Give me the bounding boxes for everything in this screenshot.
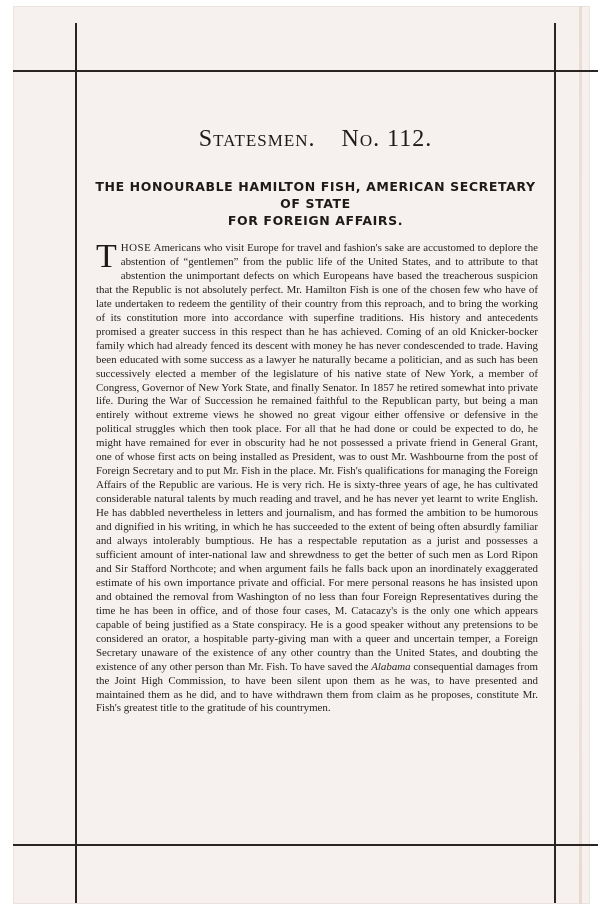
right-border-rule: [554, 23, 556, 903]
article-title-line-1: THE HONOURABLE HAMILTON FISH, AMERICAN SECRETARY OF STATE: [95, 179, 536, 211]
bottom-border-rule: [13, 844, 598, 846]
top-border-rule: [13, 70, 598, 72]
article-text-part-2: consequential damages from the Joint High Commission, to have been silent upon them as he was, to have presented and maintained them as he did, and to have withdrawn them from claim as he proposes, constitute Mr. Fish's greatest title to the gratitude of his countrymen.: [96, 660, 538, 715]
series-title: Statesmen.: [198, 126, 316, 152]
drop-cap: T: [96, 238, 117, 275]
page-sheet: [13, 6, 590, 904]
article-paragraph: [96, 238, 538, 716]
article-body: [96, 238, 538, 716]
left-border-rule: [75, 23, 77, 903]
italic-ship-name: Alabama: [371, 660, 411, 673]
opening-word: HOSE: [120, 242, 152, 254]
article-text-part-1: Americans who visit Europe for travel and fashion's sake are accustomed to deplore the abstention of “gentlemen” from the public life of the United States, and to attribute to that abstention the unimportant defects on which Europeans have based the treacherous suspicion that the Republic is not absolutely perfect. Mr. Hamilton Fish is one of the chosen few who have of late undertaken to redeem the gentility of their country from this reproach, and to bring the working of its constitution more into accordance with superfine traditions. His history and antecedents promised a greater success in this respect than he has achieved. Coming of an old Knicker-bocker family which had already fenced its descent with money he has never condescended to trade. Having been educated with some success as a lawyer he naturally became a politician, and as such has been successively elected a member of the legislature of his native state of New York, a member of Congress, Governor of New York State, and finally Senator. In 1857 he retired somewhat into private life. During the War of Succession he remained faithful to the Republican party, but being a man entirely without extreme views he showed no great vigour either offensive or defensive in the political struggles which then took place. For all that he had done or could be expected to do, he might have remained for ever in obscurity had he not possessed a private friend in General Grant, one of whose first acts on being installed as President, was to oust Mr. Washbourne from the post of Foreign Secretary and to put Mr. Fish in the place. Mr. Fish's qualifications for managing the Foreign Affairs of the Republic are various. He is very rich. He is sixty-three years of age, he has cultivated considerable natural talents by much reading and travel, and he has never yet learnt to write English. He has dabbled nevertheless in letters and journalism, and has formed the ambition to be humorous and dignified in his writing, in which he has succeeded to the extent of being often absurdly familiar and always intolerably bumptious. He has a respectable reputation as a jurist and possesses a sufficient amount of inter-national law and shrewdness to get the better of such men as Lord Ripon and Sir Stafford Northcote; and when argument fails he falls back upon an inordinately exaggerated estimate of his own importance private and official. For mere personal reasons he has insisted upon and obtained the removal from Washington of no less than four Foreign Representatives during the time he has been in office, and of those four cases, M. Catacazy's is the only one which appears capable of being justified as a State conspiracy. He is a good speaker without any pretensions to be considered an orator, a hospitable party-giving man with a queer and uncertain temper, a Foreign Secretary unaware of the existence of any other country than the United States, and doubting the existence of any other person than Mr. Fish. To have saved the: [96, 242, 538, 673]
series-number: No. 112.: [341, 126, 433, 152]
page-heading: [93, 126, 538, 153]
paper-edge-stain: [579, 6, 582, 904]
article-title-line-2: FOR FOREIGN AFFAIRS.: [227, 213, 404, 228]
article-title: [93, 178, 538, 229]
